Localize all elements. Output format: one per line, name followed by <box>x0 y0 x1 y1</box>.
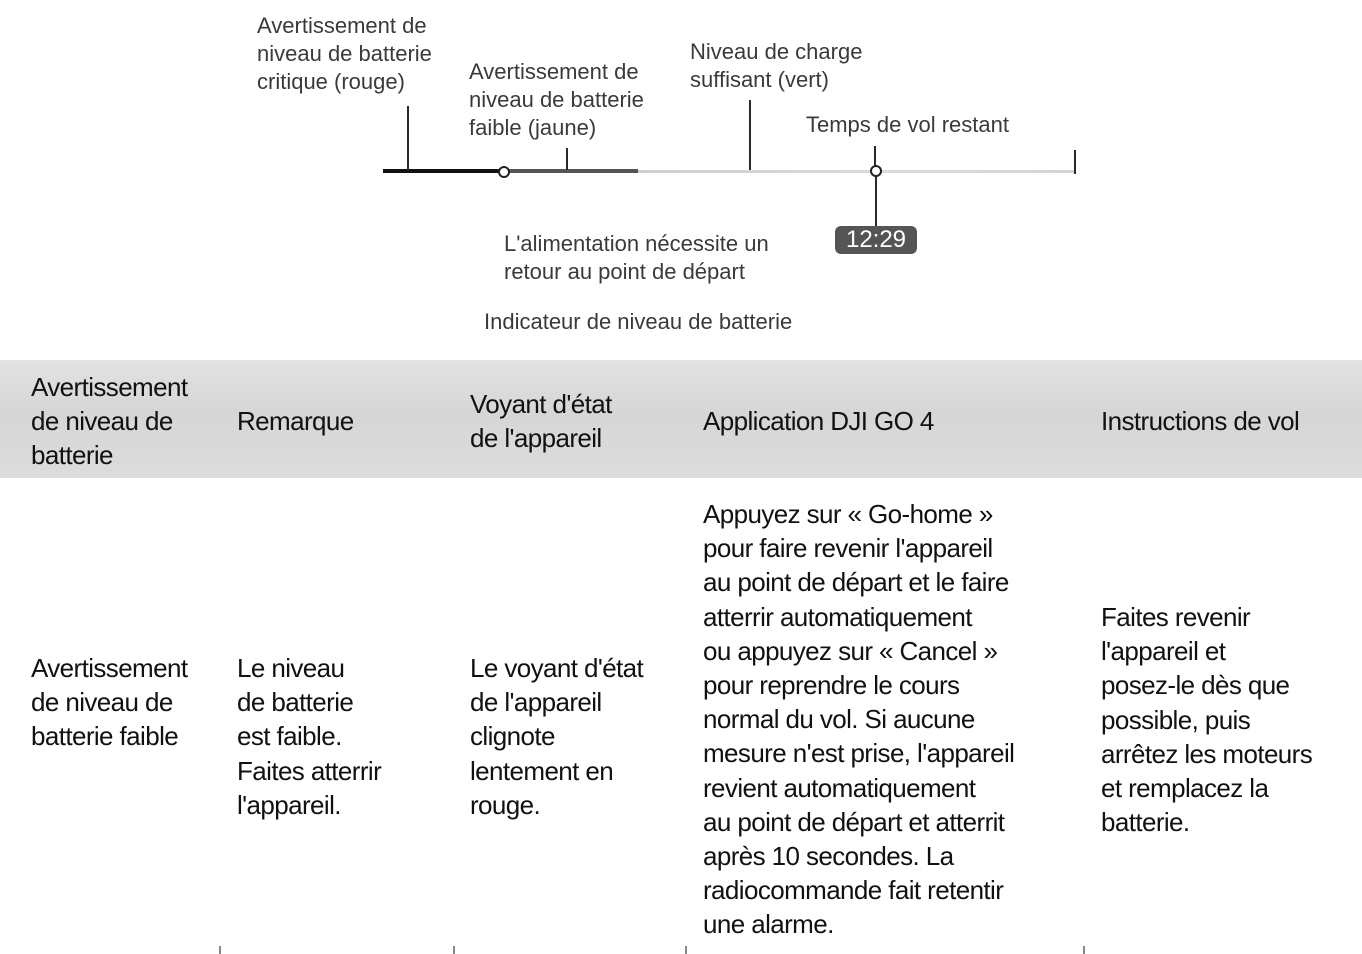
cell-led: Le voyant d'état de l'appareil clignote lentement en rouge. <box>470 653 644 820</box>
header-led: Voyant d'état de l'appareil <box>470 389 612 453</box>
bar-end-tick <box>1074 150 1076 174</box>
header-instructions: Instructions de vol <box>1101 406 1300 436</box>
label-sufficient-level: Niveau de charge suffisant (vert) <box>690 39 863 92</box>
label-critical-warning: Avertissement de niveau de batterie critique (rouge) <box>257 13 432 94</box>
sufficient-leader-line <box>749 100 751 170</box>
column-divider-tick <box>453 946 455 954</box>
battery-bar-critical <box>383 169 505 173</box>
label-return-home-required: L'alimentation nécessite un retour au point de départ <box>504 231 769 284</box>
cell-app: Appuyez sur « Go-home » pour faire revenir l'appareil au point de départ et le faire atterrir automatiquement ou appuyez sur « Cancel » pour reprendre le cours normal du vol. Si aucune mesure n'est prise, l'appareil revient automatiquement au point de départ et atterrit après 10 secondes. La radiocommande fait retentir une alarme. <box>703 499 1015 940</box>
flight-time-badge: 12:29 <box>835 226 917 254</box>
header-app: Application DJI GO 4 <box>703 406 934 436</box>
header-remark: Remarque <box>237 406 354 436</box>
battery-bar-sufficient <box>638 170 1075 173</box>
column-divider-tick <box>685 946 687 954</box>
diagram-caption: Indicateur de niveau de batterie <box>484 309 793 334</box>
cell-remark: Le niveau de batterie est faible. Faites atterrir l'appareil. <box>237 653 382 820</box>
time-badge-pointer-line <box>875 176 877 226</box>
label-low-warning: Avertissement de niveau de batterie faible (jaune) <box>469 59 644 140</box>
low-leader-line <box>566 148 568 170</box>
table-header <box>0 360 1362 478</box>
cell-warning: Avertissement de niveau de batterie faible <box>31 653 188 752</box>
cell-instructions: Faites revenir l'appareil et posez-le dès que possible, puis arrêtez les moteurs et remplacez la batterie. <box>1101 602 1313 838</box>
battery-bar-low <box>505 169 638 173</box>
current-level-marker <box>870 165 882 177</box>
return-home-marker <box>498 166 510 178</box>
header-warning: Avertissement de niveau de batterie <box>31 372 188 470</box>
column-divider-tick <box>1083 946 1085 954</box>
column-divider-tick <box>219 946 221 954</box>
critical-leader-line <box>407 106 409 170</box>
label-flight-time-remaining: Temps de vol restant <box>806 112 1009 137</box>
